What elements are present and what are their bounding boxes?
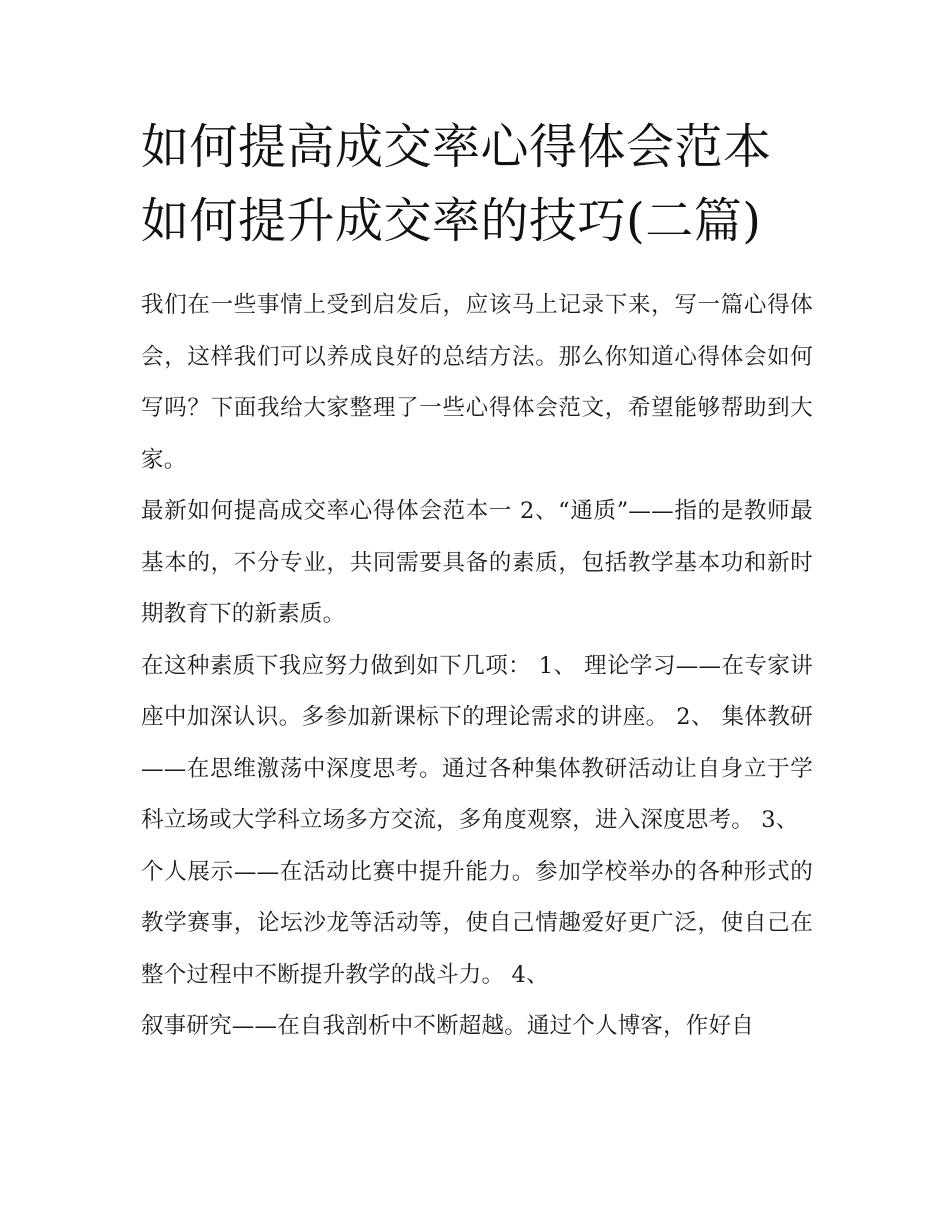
document-title: 如何提高成交率心得体会范本 如何提升成交率的技巧(二篇) <box>141 119 772 249</box>
paragraph-personal-showcase: 个人展示——在活动比赛中提升能力。参加学校举办的各种形式的教学赛事，论坛沙龙等活动等，使自己情趣爱好更广泛，使自己在整个过程中不断提升教学的战斗力。 4、 <box>141 858 813 988</box>
paragraph-tongzhi: 最新如何提高成交率心得体会范本一 2、“通质”——指的是教师最基本的，不分专业，共同需要具备的素质，包括教学基本功和新时期教育下的新素质。 <box>141 498 813 627</box>
paragraph-items: 在这种素质下我应努力做到如下几项： 1、 理论学习——在专家讲座中加深认识。多参加新课标下的理论需求的讲座。 2、 集体教研——在思维激荡中深度思考。通过各种集体教研活动让自身立于学科立场或大学科立场多方交流，多角度观察，进入深度思考。 3、 <box>141 652 813 833</box>
paragraph-narrative-research: 叙事研究——在自我剖析中不断超越。通过个人博客，作好自 <box>141 1013 754 1039</box>
paragraph-intro: 我们在一些事情上受到启发后，应该马上记录下来，写一篇心得体会，这样我们可以养成良好的总结方法。那么你知道心得体会如何写吗？下面我给大家整理了一些心得体会范文，希望能够帮助到大家。 <box>141 292 813 473</box>
document-body <box>141 110 813 1053</box>
